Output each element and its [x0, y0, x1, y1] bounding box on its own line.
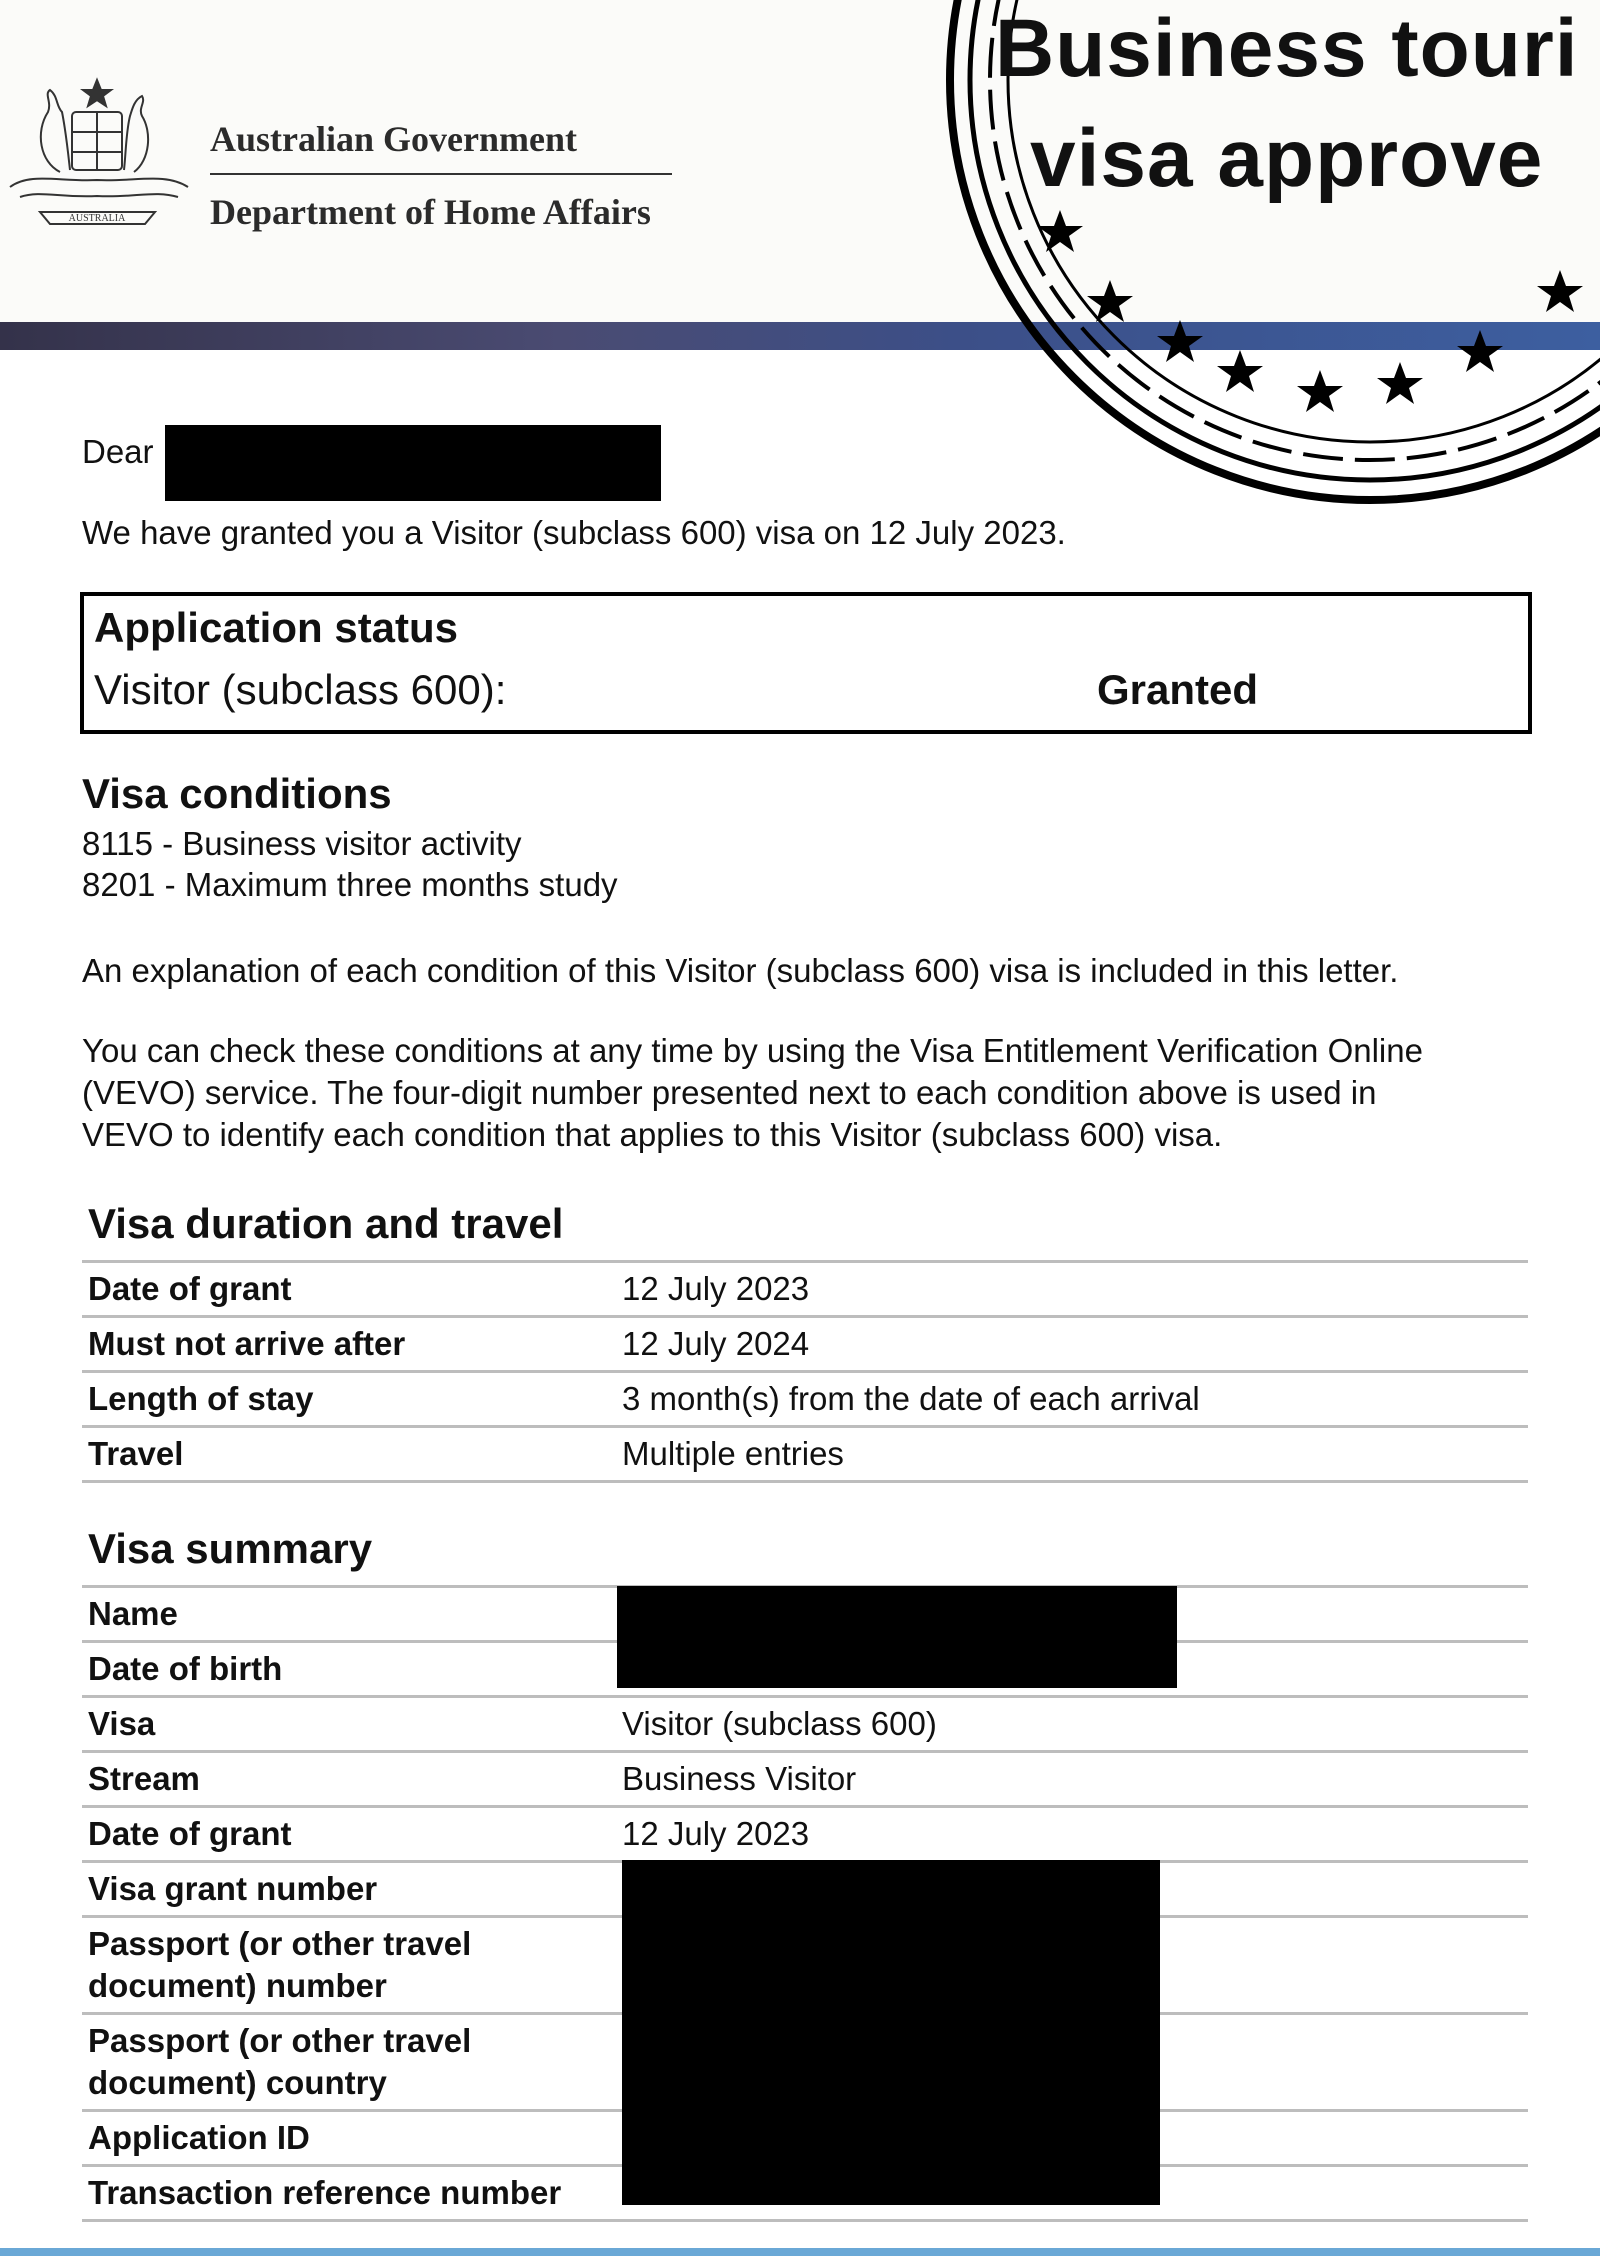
application-status-title: Application status — [94, 604, 459, 651]
stamp-text-line2: visa approve — [1030, 113, 1544, 204]
row-label: Travel — [88, 1435, 184, 1472]
table-row — [82, 1373, 1528, 1428]
summary-title: Visa summary — [88, 1525, 373, 1572]
coat-of-arms-icon — [0, 72, 195, 232]
page-bottom-edge — [0, 2248, 1600, 2256]
row-label: document) number — [88, 1967, 387, 2004]
row-label: Transaction reference number — [88, 2174, 562, 2211]
svg-text:AUSTRALIA: AUSTRALIA — [68, 213, 126, 224]
table-row — [82, 1318, 1528, 1373]
visa-conditions-title: Visa conditions — [82, 770, 392, 817]
row-label: Stream — [88, 1760, 200, 1797]
row-label: Passport (or other travel — [88, 1925, 472, 1962]
row-value: 12 July 2023 — [622, 1815, 810, 1852]
condition-item: 8115 - Business visitor activity — [82, 825, 522, 862]
row-value: Visitor (subclass 600) — [622, 1705, 937, 1742]
header-divider — [210, 173, 672, 175]
row-value: 12 July 2023 — [622, 1270, 810, 1307]
duration-title: Visa duration and travel — [88, 1200, 564, 1247]
application-status-box — [80, 592, 1532, 734]
department-name: Department of Home Affairs — [210, 192, 651, 232]
row-label: Date of birth — [88, 1650, 283, 1687]
stamp-text-line1: Business touri — [995, 3, 1579, 94]
row-label: Visa grant number — [88, 1870, 378, 1907]
table-row — [82, 1753, 1528, 1808]
row-value: Business Visitor — [622, 1760, 857, 1797]
redacted-name — [165, 425, 661, 501]
redacted-name-dob — [617, 1586, 1177, 1688]
vevo-line-3: VEVO to identify each condition that applies to this Visitor (subclass 600) visa. — [82, 1116, 1223, 1153]
condition-item: 8201 - Maximum three months study — [82, 866, 618, 903]
conditions-explanation: An explanation of each condition of this Visitor (subclass 600) visa is included in this letter. — [82, 952, 1399, 989]
row-label: Length of stay — [88, 1380, 314, 1417]
vevo-line-2: (VEVO) service. The four-digit number presented next to each condition above is used in — [82, 1074, 1377, 1111]
row-value: Multiple entries — [622, 1435, 844, 1472]
table-row — [82, 1263, 1528, 1318]
row-label: Must not arrive after — [88, 1325, 406, 1362]
row-label: Visa — [88, 1705, 156, 1742]
row-label: Date of grant — [88, 1270, 292, 1307]
table-row — [82, 1808, 1528, 1863]
salutation: Dear — [82, 433, 154, 470]
table-row — [82, 1428, 1528, 1483]
row-label: Date of grant — [88, 1815, 292, 1852]
application-status-label: Visitor (subclass 600): — [94, 666, 507, 713]
row-label: Passport (or other travel — [88, 2022, 472, 2059]
row-value: 3 month(s) from the date of each arrival — [622, 1380, 1200, 1417]
redacted-identifiers — [622, 1860, 1160, 2205]
grant-intro: We have granted you a Visitor (subclass 600) visa on 12 July 2023. — [82, 514, 1066, 551]
row-label: Application ID — [88, 2119, 310, 2156]
government-name: Australian Government — [210, 119, 577, 159]
row-value: 12 July 2024 — [622, 1325, 810, 1362]
vevo-line-1: You can check these conditions at any time by using the Visa Entitlement Verification Online — [82, 1032, 1423, 1069]
application-status-value: Granted — [1097, 666, 1259, 713]
duration-table — [82, 1260, 1528, 1483]
table-row — [82, 1698, 1528, 1753]
row-label: Name — [88, 1595, 178, 1632]
row-label: document) country — [88, 2064, 387, 2101]
